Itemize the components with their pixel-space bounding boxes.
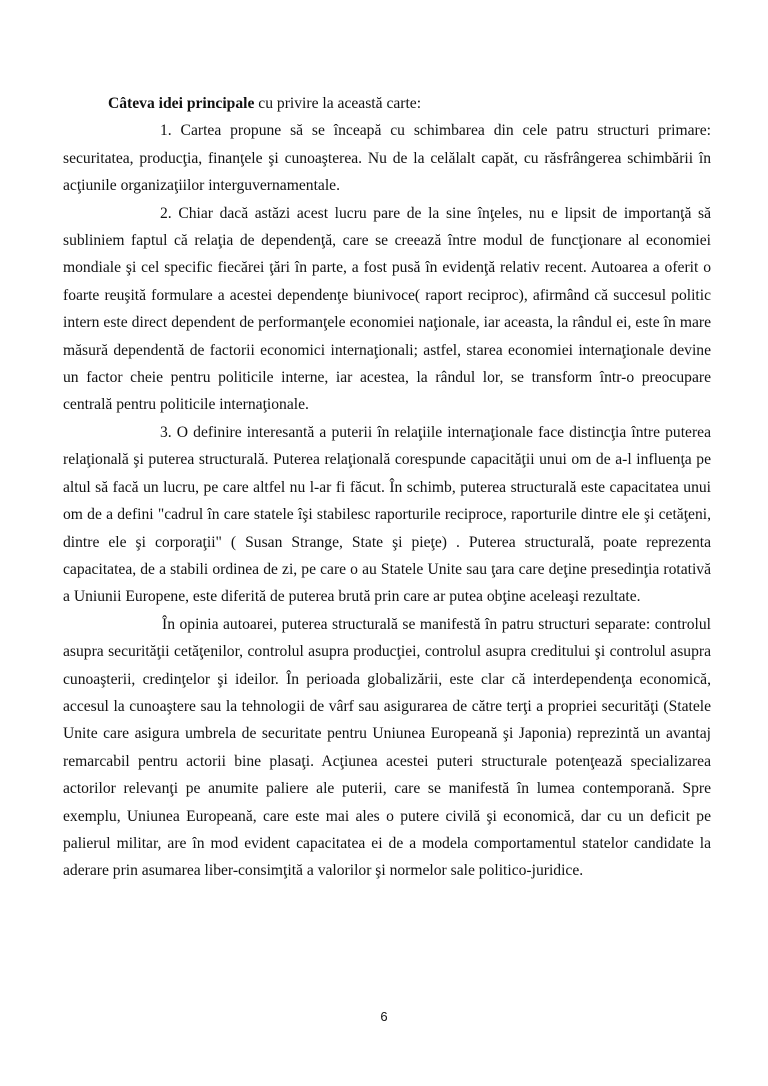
paragraph-2: 2. Chiar dacă astăzi acest lucru pare de la sine înţeles, nu e lipsit de importanţă să subliniem faptul că relaţia de dependenţă, care se creează între modul de funcţionare al economiei mondiale şi cel specific fiecărei ţări în parte, a fost pusă în evidenţă relativ recent. Autoarea a oferit o foarte reuşită formulare a acestei dependenţe biunivoce( raport reciproc), afirmând că succesul politic intern este direct dependent de performanţele economiei naţionale, iar aceasta, la rândul ei, este în mare măsură dependentă de factorii economici internaţionali; astfel, starea economiei internaţionale devine un factor cheie pentru politicile interne, iar acestea, la rândul lor, se transform într-o preocupare centrală pentru politicile internaţionale. <box>63 204 711 414</box>
heading-bold: Câteva idei principale <box>108 95 255 112</box>
section-heading <box>63 90 711 117</box>
body-text <box>63 90 711 885</box>
page-number: 6 <box>380 1009 388 1024</box>
heading-rest: cu privire la această carte: <box>254 95 422 112</box>
paragraph-1: 1. Cartea propune să se înceapă cu schimbarea din cele patru structuri primare: securitatea, producţia, finanţele şi cunoaşterea. Nu de la celălalt capăt, cu răsfrângerea schimbării în acţiunile organizaţiilor interguvernamentale. <box>63 122 711 195</box>
paragraph-3: 3. O definire interesantă a puterii în relaţiile internaţionale face distincţia între puterea relaţională şi puterea structurală. Puterea relaţională corespunde capacităţii unui om de a-l influenţa pe altul să facă un lucru, pe care altfel nu l-ar fi făcut. În schimb, puterea structurală este capacitatea unui om de a defini "cadrul în care statele îşi stabilesc raporturile reciproce, raporturile dintre ele şi cetăţeni, dintre ele şi corporaţii" ( Susan Strange, State şi pieţe) . Puterea structurală, poate reprezenta capacitatea, de a stabili ordinea de zi, pe care o au Statele Unite sau ţara care deţine presedinţia rotativă a Uniunii Europene, este diferită de puterea brută prin care ar putea obţine aceleaşi rezultate. <box>63 423 711 606</box>
paragraph-4: În opinia autoarei, puterea structurală se manifestă în patru structuri separate: controlul asupra securităţii cetăţenilor, controlul asupra producţiei, controlul asupra creditului şi controlul asupra cunoaşterii, credinţelor şi ideilor. În perioada globalizării, este clar că interdependenţa economică, accesul la cunoaştere sau la tehnologii de vârf sau asigurarea de către terţi a propriei securităţi (Statele Unite care asigura umbrela de securitate pentru Uniunea Europeană şi Japonia) reprezintă un avantaj remarcabil pentru actorii bine plasaţi. Acţiunea acestei puteri structurale potenţează specializarea actorilor relevanţi pe anumite paliere ale puterii, care se manifestă în lumea contemporană. Spre exemplu, Uniunea Europeană, care este mai ales o putere civilă şi economică, dar cu un deficit pe palierul militar, are în mod evident capacitatea ei de a modela comportamentul statelor candidate la aderare prin asumarea liber-consimţită a valorilor şi normelor sale politico-juridice. <box>63 615 711 880</box>
